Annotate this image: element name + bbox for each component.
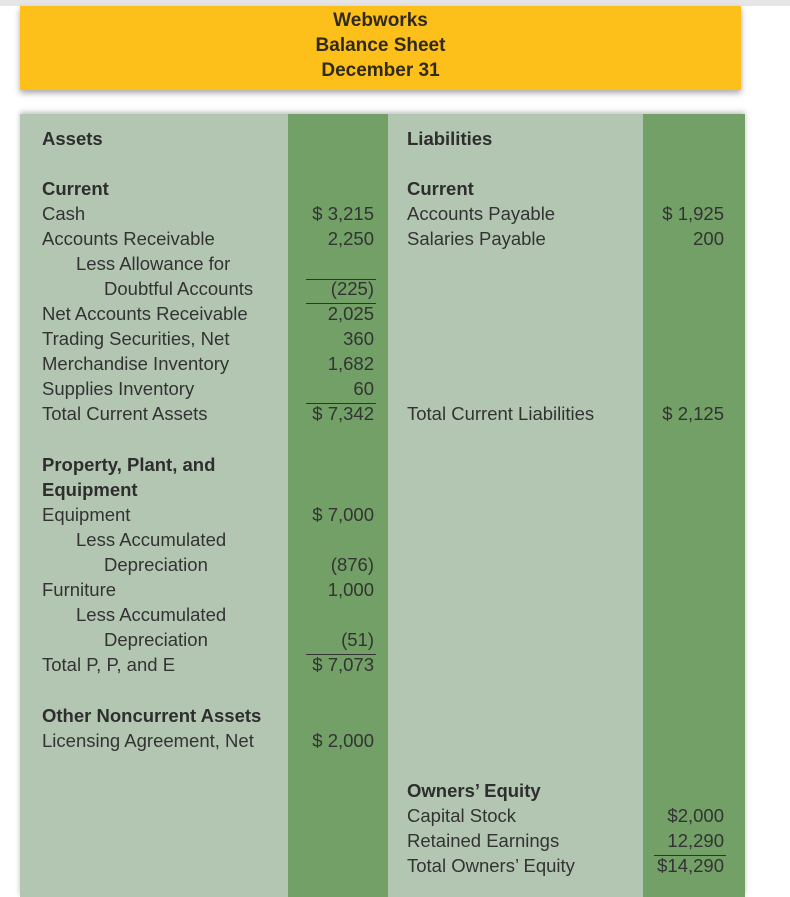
- supplies-inventory-label: Supplies Inventory: [42, 378, 195, 399]
- report-header: [20, 6, 741, 90]
- licensing-agreement-label: Licensing Agreement, Net: [42, 730, 254, 751]
- salaries-payable-value: 200: [693, 228, 724, 249]
- supplies-inventory-value: 60: [353, 378, 374, 399]
- accounts-receivable-label: Accounts Receivable: [42, 228, 215, 249]
- equipment-depreciation-label-line2: Depreciation: [104, 554, 208, 575]
- trading-securities-value: 360: [343, 328, 374, 349]
- total-ppe-label: Total P, P, and E: [42, 654, 176, 675]
- liabilities-heading: Liabilities: [407, 128, 493, 149]
- capital-stock-label: Capital Stock: [407, 805, 516, 826]
- cash-label: Cash: [42, 203, 86, 224]
- total-current-liabilities-label: Total Current Liabilities: [407, 403, 595, 424]
- merchandise-inventory-value: 1,682: [327, 353, 374, 374]
- equipment-label: Equipment: [42, 504, 131, 525]
- total-ppe-value: $ 7,073: [312, 654, 374, 675]
- merchandise-inventory-label: Merchandise Inventory: [42, 353, 230, 374]
- total-current-liabilities-value: $ 2,125: [662, 403, 724, 424]
- total-owners-equity-value: $14,290: [657, 855, 724, 876]
- furniture-depreciation-label-line1: Less Accumulated: [76, 604, 227, 625]
- report-title: Balance Sheet: [315, 35, 446, 56]
- equipment-depreciation-label-line1: Less Accumulated: [76, 529, 227, 550]
- cash-value: $ 3,215: [312, 203, 374, 224]
- assets-heading: Assets: [42, 128, 103, 149]
- net-ar-value: 2,025: [327, 303, 374, 324]
- ppe-heading-line2: Equipment: [42, 479, 138, 500]
- other-noncurrent-heading: Other Noncurrent Assets: [42, 705, 262, 726]
- company-name: Webworks: [333, 10, 428, 31]
- licensing-agreement-value: $ 2,000: [312, 730, 374, 751]
- furniture-label: Furniture: [42, 579, 117, 600]
- allowance-value: (225): [330, 278, 374, 299]
- salaries-payable-label: Salaries Payable: [407, 228, 546, 249]
- retained-earnings-value: 12,290: [667, 830, 724, 851]
- net-ar-label: Net Accounts Receivable: [42, 303, 248, 324]
- capital-stock-value: $2,000: [667, 805, 724, 826]
- allowance-label-line1: Less Allowance for: [76, 253, 231, 274]
- accounts-payable-label: Accounts Payable: [407, 203, 556, 224]
- furniture-value: 1,000: [327, 579, 374, 600]
- total-current-assets-label: Total Current Assets: [42, 403, 208, 424]
- current-liabilities-heading: Current: [407, 178, 474, 199]
- allowance-label-line2: Doubtful Accounts: [104, 278, 254, 299]
- equipment-depreciation-value: (876): [330, 554, 374, 575]
- report-date: December 31: [321, 60, 440, 81]
- retained-earnings-label: Retained Earnings: [407, 830, 560, 851]
- total-current-assets-value: $ 7,342: [312, 403, 374, 424]
- owners-equity-heading: Owners’ Equity: [407, 780, 541, 801]
- accounts-receivable-value: 2,250: [327, 228, 374, 249]
- furniture-depreciation-value: (51): [341, 629, 374, 650]
- furniture-depreciation-label-line2: Depreciation: [104, 629, 208, 650]
- total-owners-equity-label: Total Owners’ Equity: [407, 855, 575, 876]
- equipment-value: $ 7,000: [312, 504, 374, 525]
- accounts-payable-value: $ 1,925: [662, 203, 724, 224]
- current-assets-heading: Current: [42, 178, 109, 199]
- ppe-heading-line1: Property, Plant, and: [42, 454, 216, 475]
- trading-securities-label: Trading Securities, Net: [42, 328, 230, 349]
